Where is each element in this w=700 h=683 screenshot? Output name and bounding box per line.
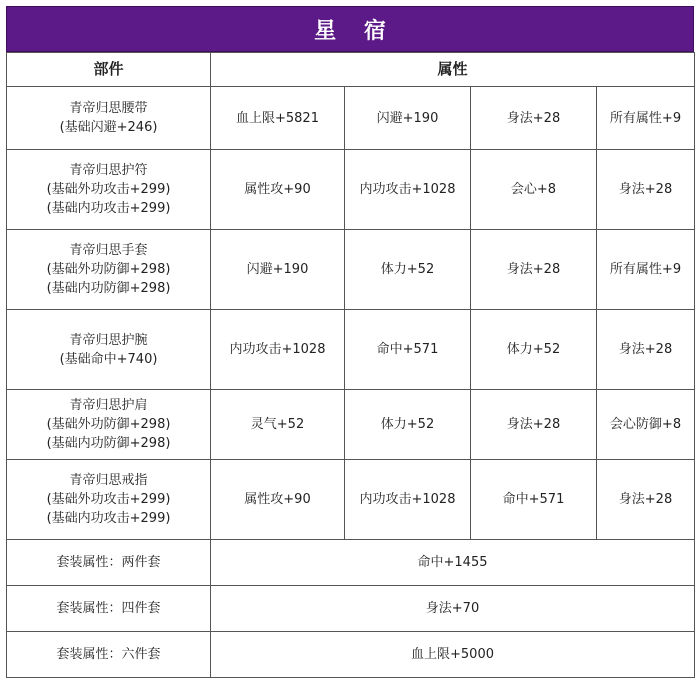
attr-cell: 体力+52	[345, 390, 471, 460]
attr-cell: 会心+8	[471, 150, 597, 230]
item-row	[7, 87, 695, 150]
part-name: 青帝归思腰带	[69, 101, 148, 116]
part-name: 青帝归思护腕	[69, 332, 148, 348]
attr-cell: 灵气+52	[211, 390, 345, 460]
part-base-stat: (基础外功攻击+299)	[46, 492, 171, 507]
item-row	[7, 230, 695, 310]
part-base-stat: (基础命中+740)	[59, 351, 158, 367]
attr-cell: 内功攻击+1028	[345, 150, 471, 230]
header-attr: 属性	[211, 53, 695, 87]
part-base-stat: (基础外功防御+298)	[46, 417, 171, 432]
star-lodge-sheet	[6, 6, 694, 678]
part-base-stat: (基础内功防御+298)	[46, 281, 171, 296]
part-name: 青帝归思护符	[69, 163, 148, 178]
part-cell	[7, 150, 211, 230]
attr-cell: 命中+571	[471, 460, 597, 540]
header-row	[7, 53, 695, 87]
attr-cell: 内功攻击+1028	[211, 310, 345, 390]
attr-cell: 身法+28	[471, 390, 597, 460]
page-title: 星 宿	[314, 18, 396, 44]
part-base-stat: (基础外功防御+298)	[46, 262, 171, 277]
part-base-stat: (基础内功防御+298)	[46, 436, 171, 451]
set-row	[7, 586, 695, 632]
attr-cell: 命中+571	[345, 310, 471, 390]
part-cell	[7, 310, 211, 390]
item-row	[7, 150, 695, 230]
item-row	[7, 390, 695, 460]
set-row	[7, 632, 695, 678]
part-base-stat: (基础内功攻击+299)	[46, 511, 171, 526]
equipment-table	[6, 52, 695, 678]
item-row	[7, 310, 695, 390]
set-label: 套装属性：四件套	[7, 586, 211, 632]
set-label: 套装属性：两件套	[7, 540, 211, 586]
attr-cell: 会心防御+8	[597, 390, 695, 460]
attr-cell: 血上限+5821	[211, 87, 345, 150]
part-cell	[7, 390, 211, 460]
attr-cell: 身法+28	[597, 460, 695, 540]
attr-cell: 属性攻+90	[211, 150, 345, 230]
set-value: 命中+1455	[211, 540, 695, 586]
attr-cell: 闪避+190	[211, 230, 345, 310]
part-cell	[7, 87, 211, 150]
attr-cell: 体力+52	[345, 230, 471, 310]
part-base-stat: (基础闪避+246)	[59, 120, 158, 135]
part-name: 青帝归思戒指	[69, 473, 148, 488]
part-name: 青帝归思护肩	[69, 398, 148, 413]
part-name: 青帝归思手套	[69, 243, 148, 258]
attr-cell: 身法+28	[471, 230, 597, 310]
attr-cell: 身法+28	[597, 310, 695, 390]
set-row	[7, 540, 695, 586]
part-base-stat: (基础外功攻击+299)	[46, 182, 171, 197]
part-base-stat: (基础内功攻击+299)	[46, 201, 171, 216]
attr-cell: 属性攻+90	[211, 460, 345, 540]
title-bar	[6, 6, 694, 52]
part-cell	[7, 460, 211, 540]
attr-cell: 身法+28	[471, 87, 597, 150]
attr-cell: 体力+52	[471, 310, 597, 390]
set-value: 身法+70	[211, 586, 695, 632]
set-label: 套装属性：六件套	[7, 632, 211, 678]
table-body	[7, 87, 695, 678]
attr-cell: 所有属性+9	[597, 230, 695, 310]
set-value: 血上限+5000	[211, 632, 695, 678]
attr-cell: 身法+28	[597, 150, 695, 230]
attr-cell: 闪避+190	[345, 87, 471, 150]
attr-cell: 内功攻击+1028	[345, 460, 471, 540]
item-row	[7, 460, 695, 540]
part-cell	[7, 230, 211, 310]
header-part: 部件	[7, 53, 211, 87]
attr-cell: 所有属性+9	[597, 87, 695, 150]
